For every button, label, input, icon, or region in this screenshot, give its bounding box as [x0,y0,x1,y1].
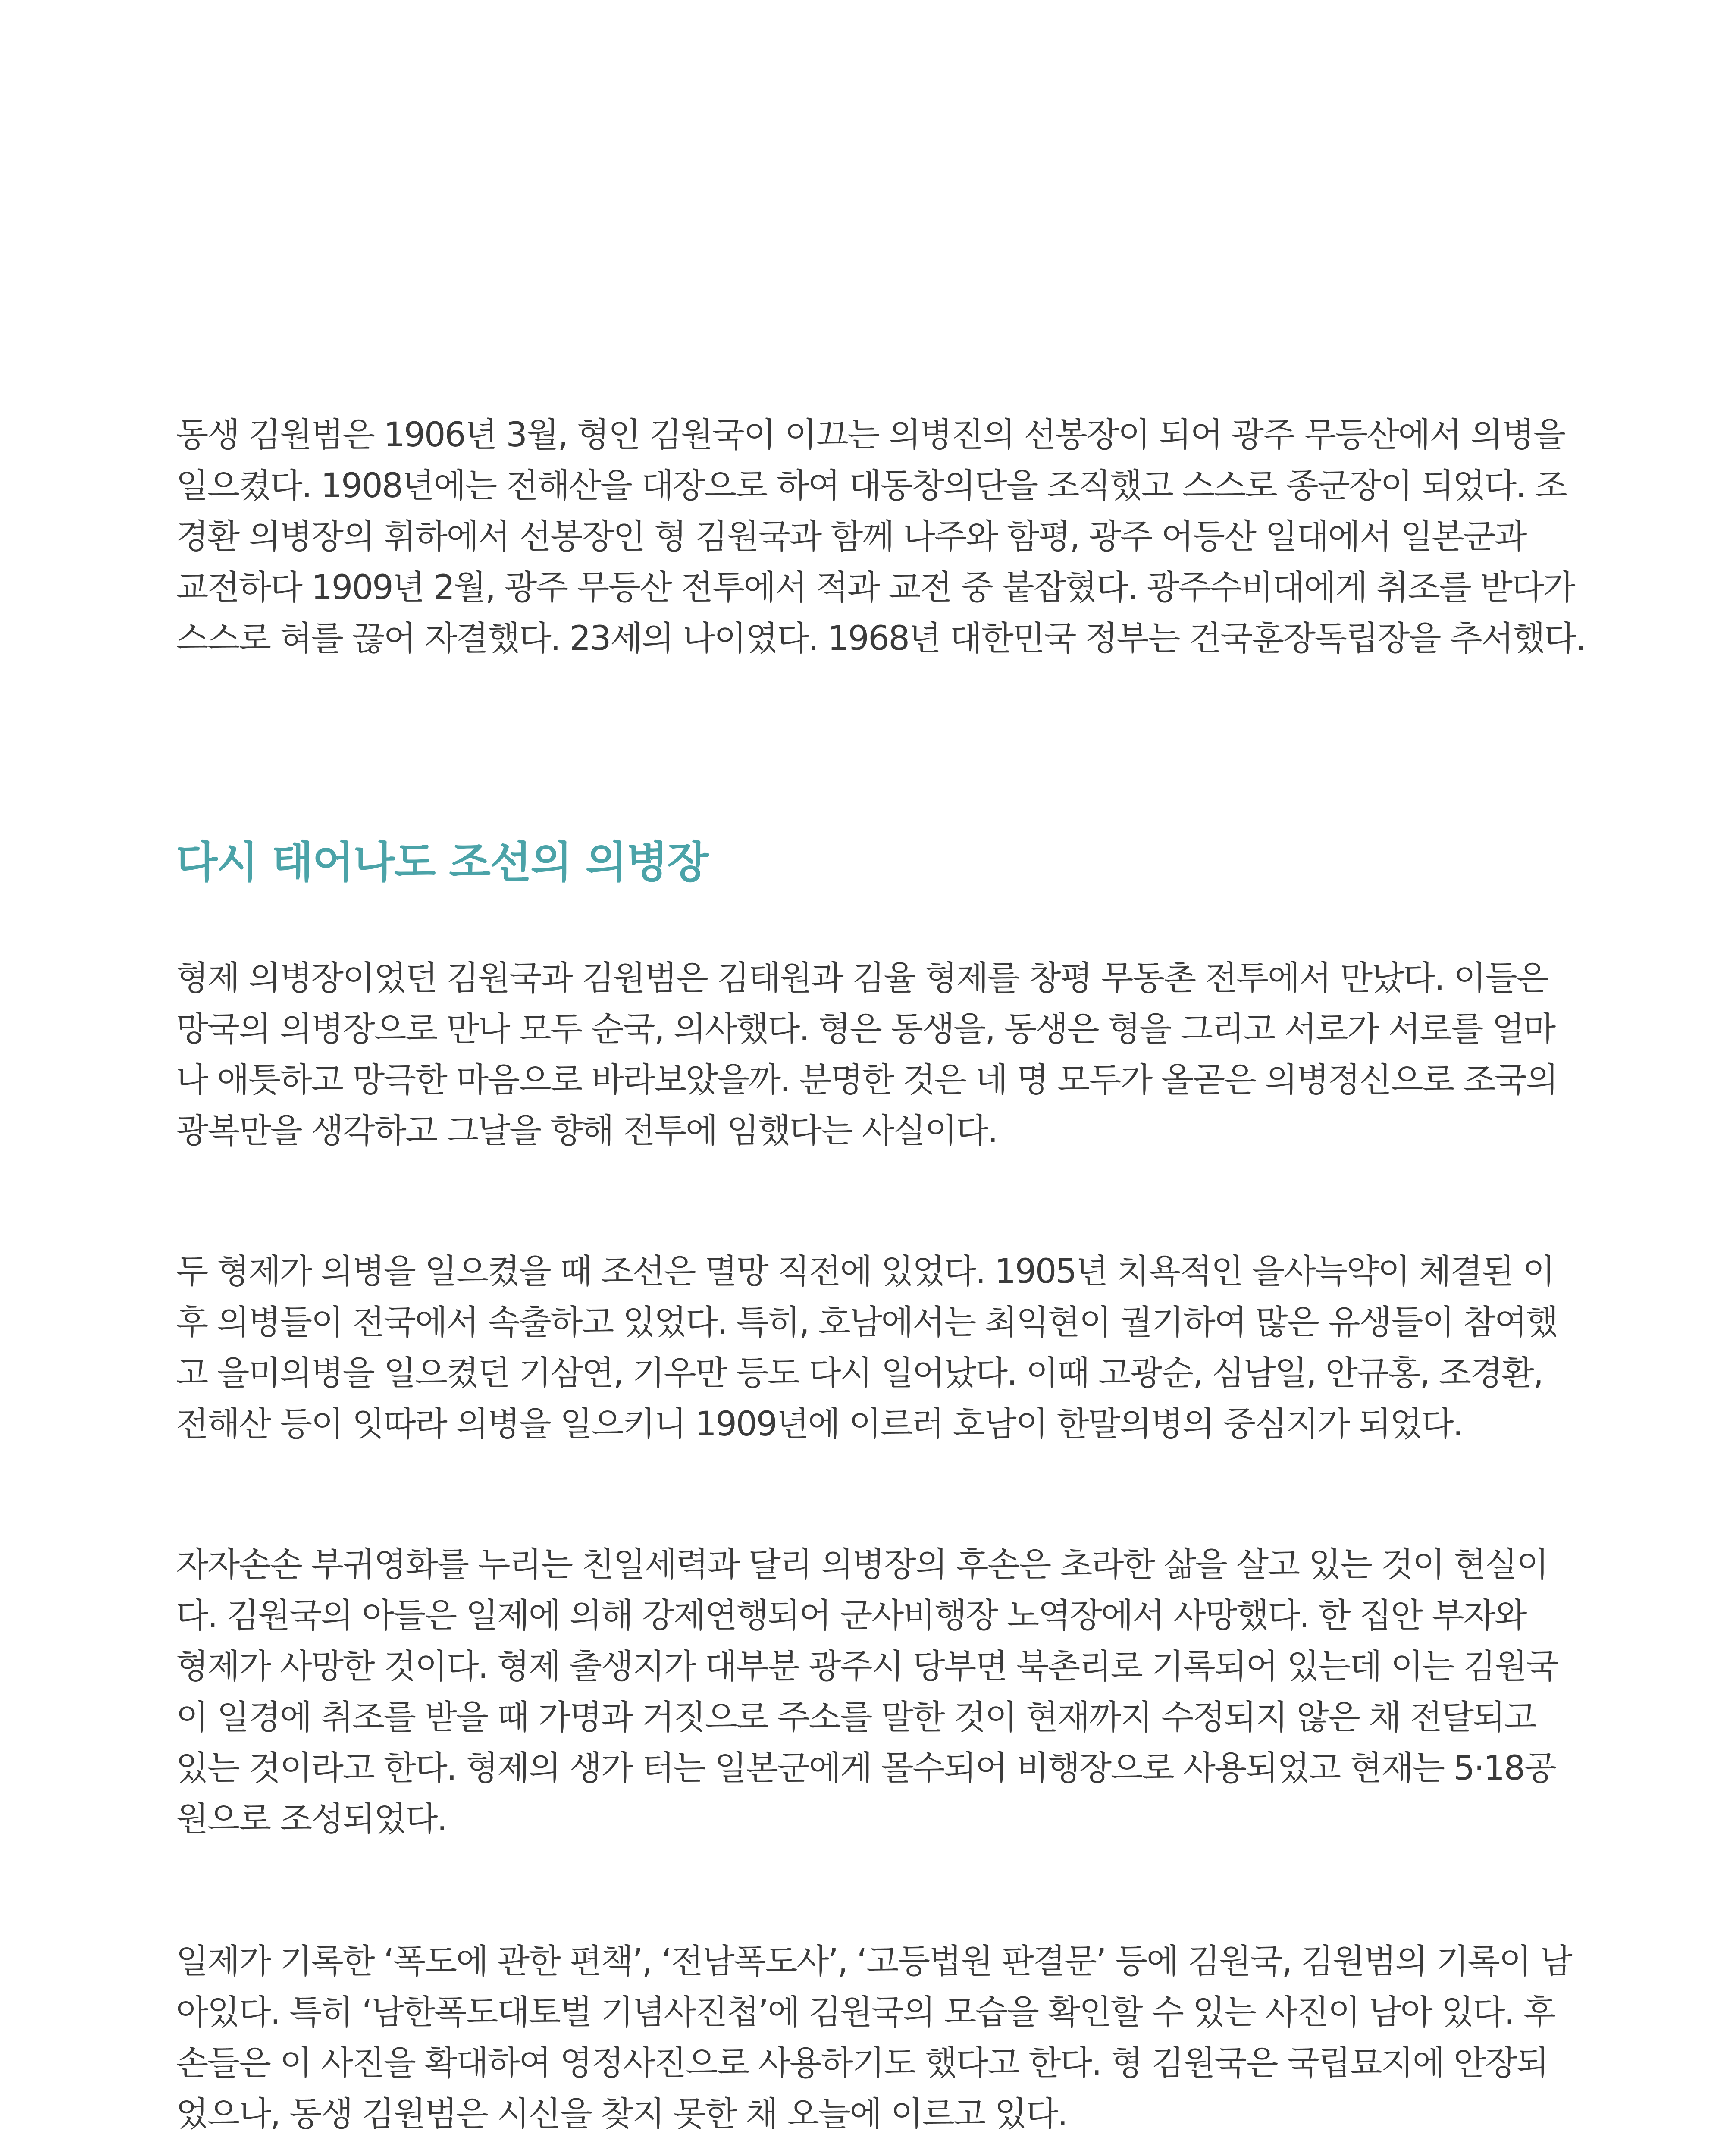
paragraph-2 [176,953,1558,1156]
paragraph-line: 경환 의병장의 휘하에서 선봉장인 형 김원국과 함께 나주와 함평, 광주 어등산 일대에서 일본군과 [176,517,1526,556]
paragraph-line: 스스로 혀를 끊어 자결했다. 23세의 나이였다. 1968년 대한민국 정부는 건국훈장독립장을 추서했다. [176,619,1585,658]
paragraph-line: 동생 김원범은 1906년 3월, 형인 김원국이 이끄는 의병진의 선봉장이 되어 광주 무등산에서 의병을 [176,416,1565,454]
paragraph-line: 자자손손 부귀영화를 누리는 친일세력과 달리 의병장의 후손은 초라한 삶을 살고 있는 것이 현실이 [176,1545,1548,1584]
paragraph-line: 전해산 등이 잇따라 의병을 일으키니 1909년에 이르러 호남이 한말의병의 중심지가 되었다. [176,1405,1463,1444]
paragraph-line: 교전하다 1909년 2월, 광주 무등산 전투에서 적과 교전 중 붙잡혔다. 광주수비대에게 취조를 받다가 [176,568,1575,607]
paragraph-line: 었으나, 동생 김원범은 시신을 찾지 못한 채 오늘에 이르고 있다. [176,2095,1067,2134]
paragraph-1 [176,410,1585,664]
paragraph-4 [176,1539,1558,1845]
paragraph-line: 일으켰다. 1908년에는 전해산을 대장으로 하여 대동창의단을 조직했고 스스로 종군장이 되었다. 조 [176,467,1567,505]
paragraph-line: 고 을미의병을 일으켰던 기삼연, 기우만 등도 다시 일어났다. 이때 고광순, 심남일, 안규홍, 조경환, [176,1354,1543,1393]
paragraph-line: 형제 의병장이었던 김원국과 김원범은 김태원과 김율 형제를 창평 무동촌 전투에서 만났다. 이들은 [176,959,1548,998]
paragraph-line: 손들은 이 사진을 확대하여 영정사진으로 사용하기도 했다고 한다. 형 김원국은 국립묘지에 안장되 [176,2044,1548,2083]
paragraph-line: 나 애틋하고 망극한 마음으로 바라보았을까. 분명한 것은 네 명 모두가 올곧은 의병정신으로 조국의 [176,1061,1558,1100]
paragraph-3 [176,1246,1558,1450]
paragraph-line: 두 형제가 의병을 일으켰을 때 조선은 멸망 직전에 있었다. 1905년 치욕적인 을사늑약이 체결된 이 [176,1252,1554,1291]
paragraph-line: 망국의 의병장으로 만나 모두 순국, 의사했다. 형은 동생을, 동생은 형을 그리고 서로가 서로를 얼마 [176,1010,1555,1049]
section-heading: 다시 태어나도 조선의 의병장 [176,837,708,887]
paragraph-line: 원으로 조성되었다. [176,1800,447,1839]
paragraph-line: 형제가 사망한 것이다. 형제 출생지가 대부분 광주시 당부면 북촌리로 기록되어 있는데 이는 김원국 [176,1647,1558,1686]
paragraph-line: 아있다. 특히 ‘남한폭도대토벌 기념사진첩’에 김원국의 모습을 확인할 수 있는 사진이 남아 있다. 후 [176,1993,1555,2032]
paragraph-line: 이 일경에 취조를 받을 때 가명과 거짓으로 주소를 말한 것이 현재까지 수정되지 않은 채 전달되고 [176,1698,1536,1737]
paragraph-5 [176,1936,1572,2140]
paragraph-line: 일제가 기록한 ‘폭도에 관한 편책’, ‘전남폭도사’, ‘고등법원 판결문’ 등에 김원국, 김원범의 기록이 남 [176,1942,1572,1981]
paragraph-line: 있는 것이라고 한다. 형제의 생가 터는 일본군에게 몰수되어 비행장으로 사용되었고 현재는 5·18공 [176,1749,1556,1788]
paragraph-line: 후 의병들이 전국에서 속출하고 있었다. 특히, 호남에서는 최익현이 궐기하여 많은 유생들이 참여했 [176,1303,1558,1342]
paragraph-line: 광복만을 생각하고 그날을 향해 전투에 임했다는 사실이다. [176,1112,997,1150]
paragraph-line: 다. 김원국의 아들은 일제에 의해 강제연행되어 군사비행장 노역장에서 사망했다. 한 집안 부자와 [176,1596,1526,1635]
